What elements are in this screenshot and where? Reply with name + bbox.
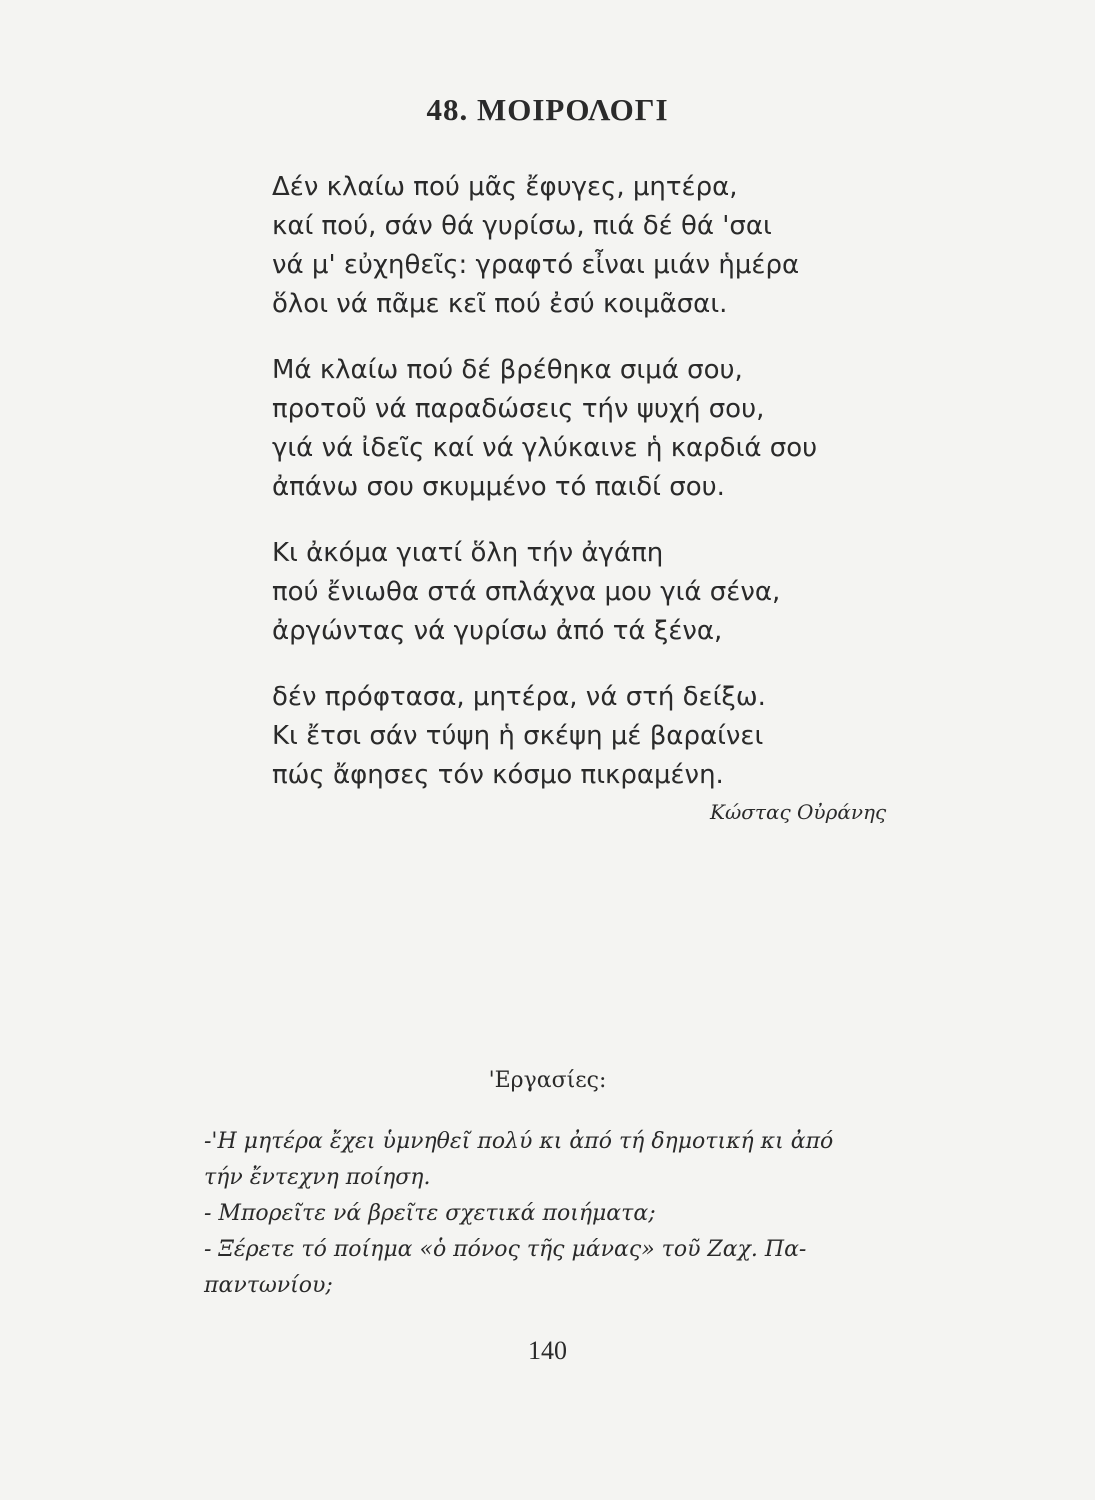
task-line: -'Η μητέρα ἔχει ὑμνηθεῖ πολύ κι ἀπό τή δημοτική κι ἀπό (204, 1129, 834, 1154)
poem-line: Κι ἀκόμα γιατί ὅλη τήν ἀγάπη (272, 538, 664, 568)
stanza-3 (272, 534, 972, 651)
poem-line: Μά κλαίω πού δέ βρέθηκα σιμά σου, (272, 355, 743, 385)
task-line: τήν ἔντεχνη ποίηση. (204, 1165, 431, 1190)
task-line: - Μπορεῖτε νά βρεῖτε σχετικά ποιήματα; (204, 1201, 656, 1226)
poem-line: Δέν κλαίω πού μᾶς ἔφυγες, μητέρα, (272, 172, 738, 202)
stanza-2 (272, 351, 972, 507)
task-line: παντωνίου; (204, 1273, 333, 1298)
page-number: 140 (528, 1336, 567, 1365)
poem-line: ἀπάνω σου σκυμμένο τό παιδί σου. (272, 472, 725, 502)
poem-line: Κι ἔτσι σάν τύψη ἡ σκέψη μέ βαραίνει (272, 721, 764, 751)
poem-line: πού ἔνιωθα στά σπλάχνα μου γιά σένα, (272, 577, 781, 607)
poem-line: νά μ' εὐχηθεῖς: γραφτό εἶναι μιάν ἡμέρα (272, 250, 800, 280)
page-title: 48. ΜΟΙΡΟΛΟΓΙ (426, 92, 669, 127)
poem-line: ἀργώντας νά γυρίσω ἀπό τά ξένα, (272, 616, 723, 646)
task-line: - Ξέρετε τό ποίημα «ὁ πόνος τῆς μάνας» τοῦ Ζαχ. Πα- (204, 1237, 807, 1262)
poem (272, 168, 972, 822)
poem-line: καί πού, σάν θά γυρίσω, πιά δέ θά 'σαι (272, 211, 772, 241)
poem-line: γιά νά ἰδεῖς καί νά γλύκαινε ἡ καρδιά σου (272, 433, 818, 463)
poem-author: Κώστας Οὐράνης (710, 800, 887, 824)
tasks-list (204, 1124, 1024, 1304)
poem-line: πώς ἄφησες τόν κόσμο πικραμένη. (272, 760, 724, 790)
tasks-heading: 'Εργασίες: (488, 1068, 607, 1093)
poem-line: δέν πρόφτασα, μητέρα, νά στή δείξω. (272, 682, 766, 712)
poem-line: ὅλοι νά πᾶμε κεῖ πού ἐσύ κοιμᾶσαι. (272, 289, 728, 319)
stanza-4 (272, 678, 972, 795)
stanza-1 (272, 168, 972, 324)
poem-line: προτοῦ νά παραδώσεις τήν ψυχή σου, (272, 394, 765, 424)
